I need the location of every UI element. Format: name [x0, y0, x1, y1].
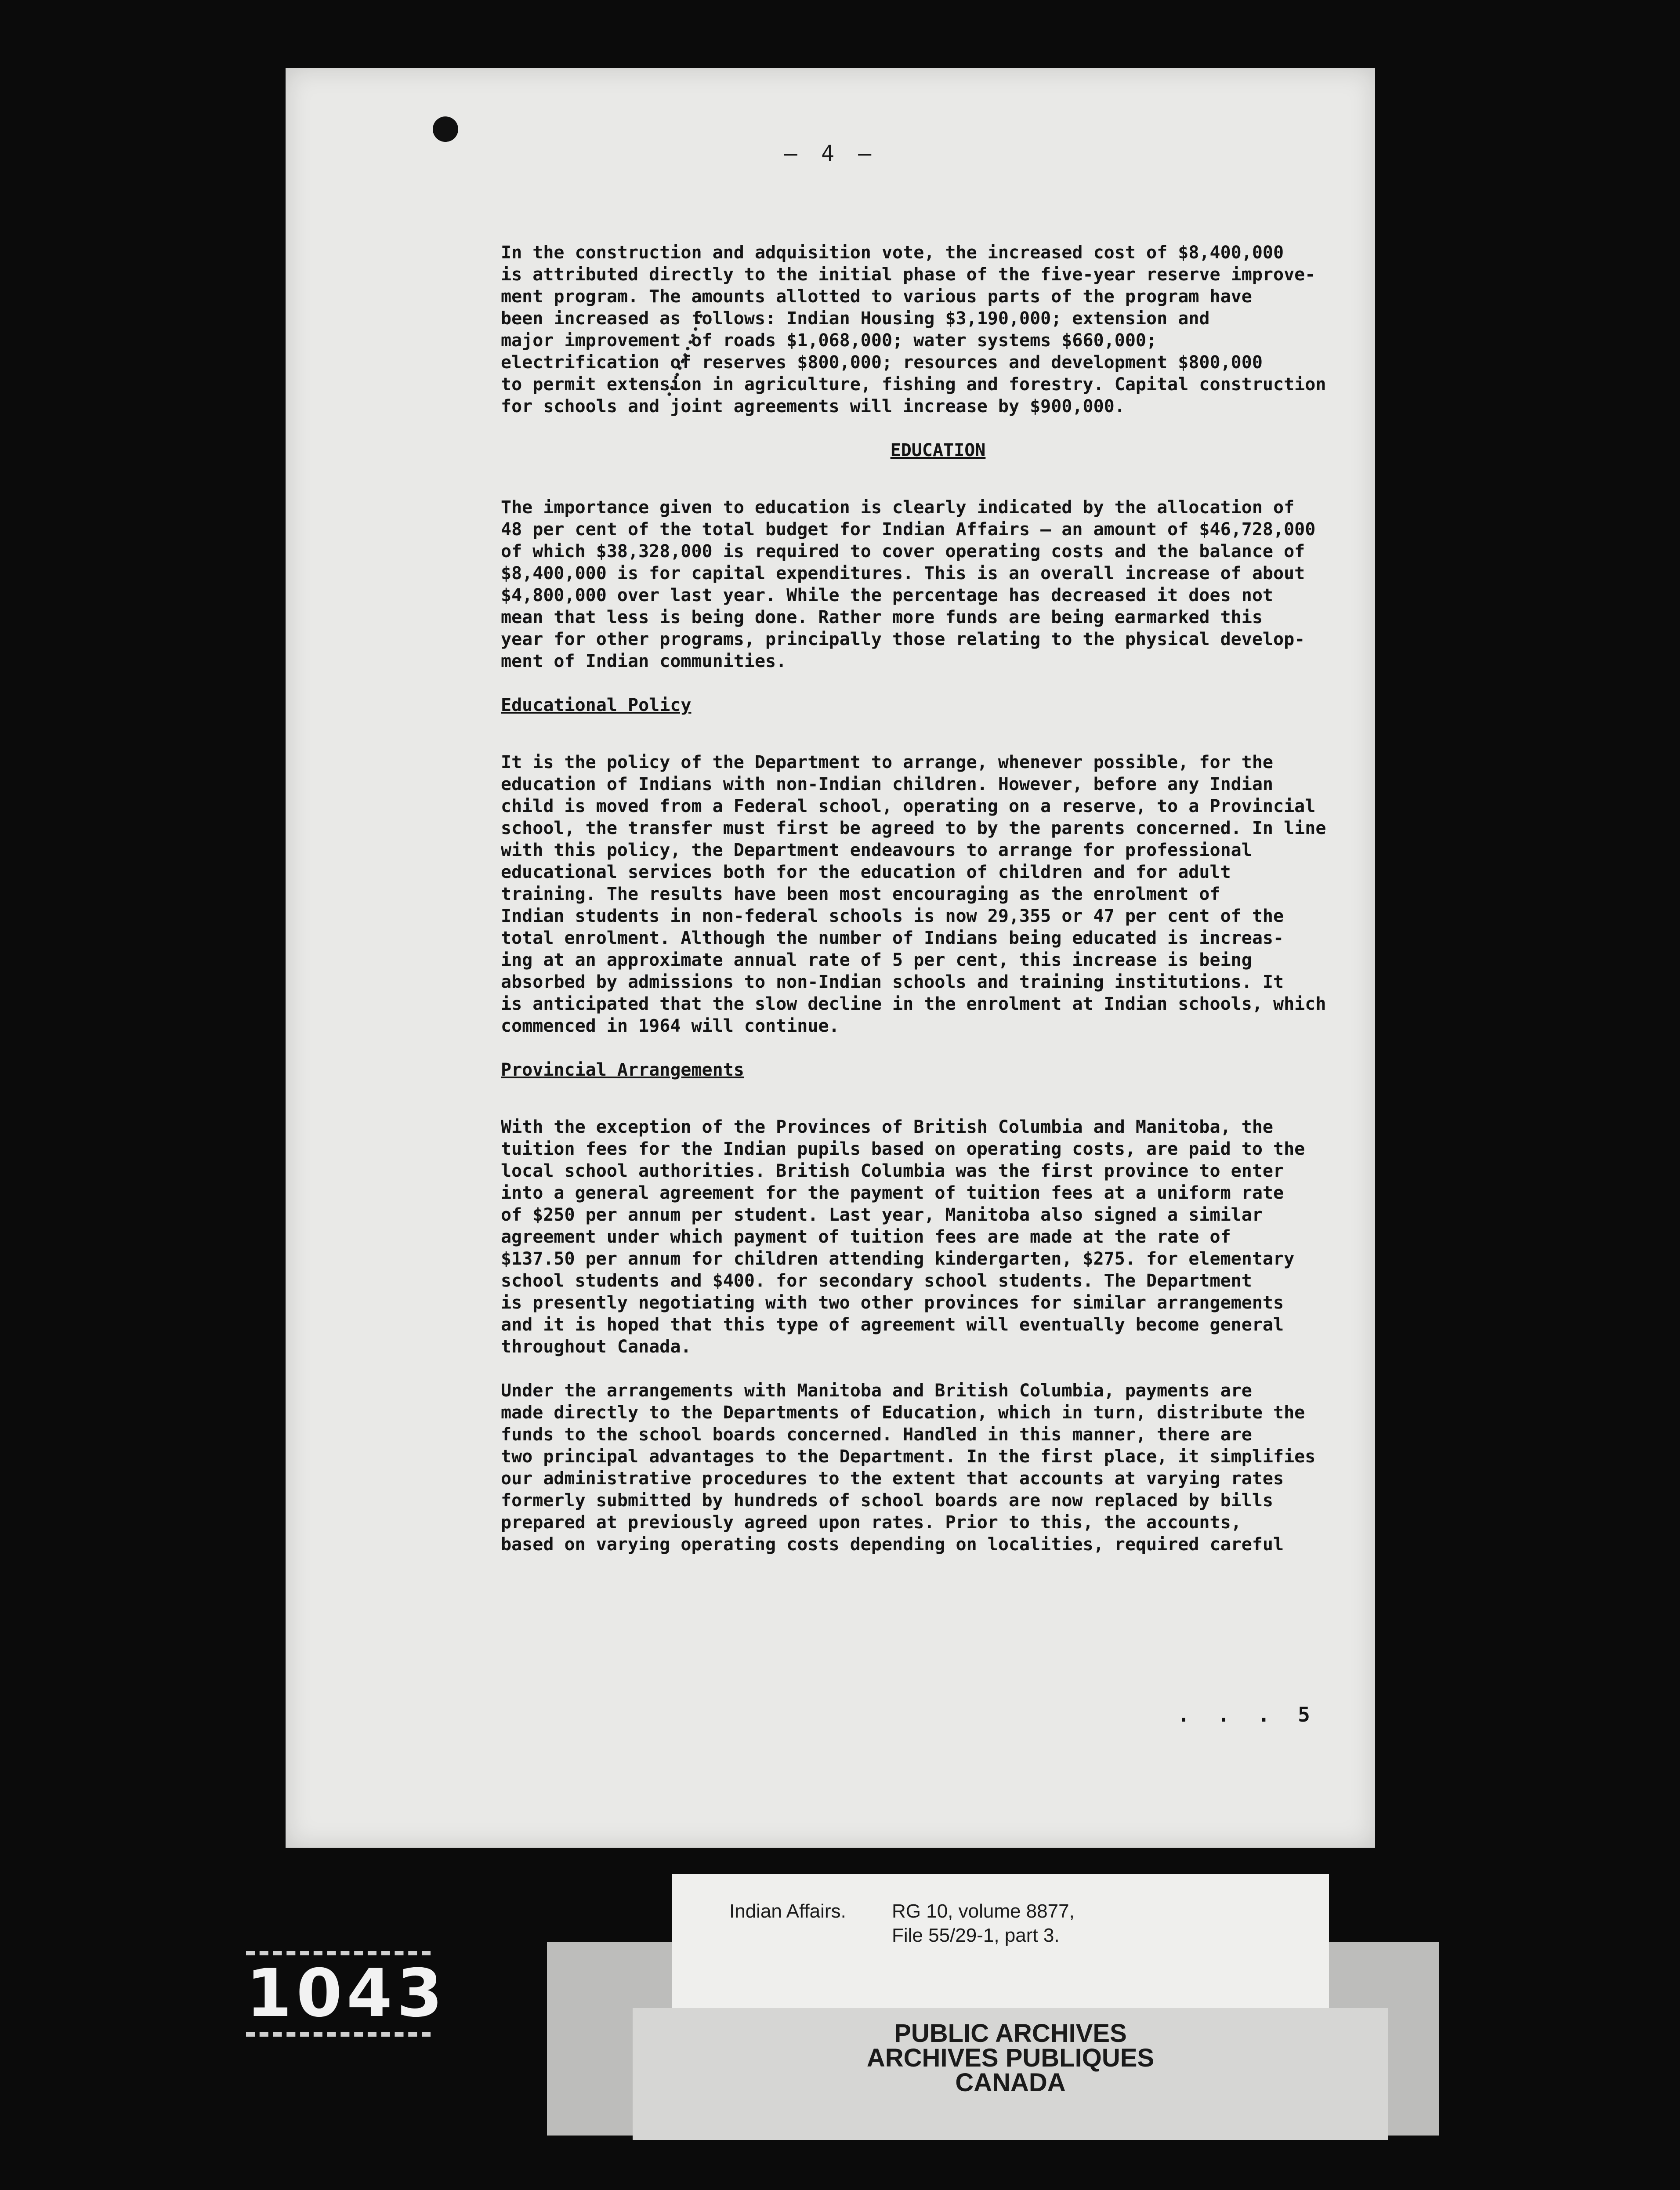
reference-card	[672, 1874, 1329, 2010]
continuation-marker: . . . 5	[1177, 1703, 1318, 1726]
paragraph-provincial-arrangements: With the exception of the Provinces of British Columbia and Manitoba, the tuition fees for the Indian pupils based on operating costs, are paid to the local school authorities. British Columbia was the first province to enter into a general agreement for the payment of tuition fees at a uniform rate of $250 per annum per student. Last year, Manitoba also signed a similar agreement under which payment of tuition fees are made at the rate of $137.50 per annum for children attending kindergarten, $275. for elementary school students and $400. for secondary school students. The Department is presently negotiating with two other provinces for similar arrangements and it is hoped that this type of agreement will eventually become general throughout Canada.	[501, 1117, 1305, 1357]
archive-stamp-band	[633, 2008, 1388, 2140]
paragraph-construction-vote: In the construction and adquisition vote, the increased cost of $8,400,000 is attributed directly to the initial phase of the five-year reserve improve- ment program. The amounts allotted to various parts of the program have been increased as follows: Indian Housing $3,190,000; extension and major improvement of roads $1,068,000; water systems $660,000; electrification of reserves $800,000; resources and development $800,000 to permit extension in agriculture, fishing and forestry. Capital construction for schools and joint agreements will increase by $900,000.	[501, 243, 1326, 417]
heading-provincial-arrangements: Provincial Arrangements	[501, 1060, 744, 1080]
document-page	[286, 68, 1375, 1848]
punch-hole	[433, 116, 458, 142]
reference-file: File 55/29-1, part 3.	[892, 1925, 1060, 1946]
heading-education: EDUCATION	[890, 440, 986, 460]
stamp-line-2: ARCHIVES PUBLIQUES	[866, 2044, 1155, 2072]
archive-stamp	[633, 2021, 1388, 2095]
reference-volume: RG 10, volume 8877,	[892, 1900, 1075, 1922]
paragraph-payment-arrangements: Under the arrangements with Manitoba and British Columbia, payments are made directly to the Departments of Education, which in turn, distribute the funds to the school boards concerned. Handled in this manner, there are two principal advantages to the Department. In the first place, it simplifies our administrative procedures to the extent that accounts at varying rates formerly submitted by hundreds of school boards are now replaced by bills prepared at previously agreed upon rates. Prior to this, the accounts, based on varying operating costs depending on localities, required careful	[501, 1381, 1316, 1555]
page-number: — 4 —	[784, 141, 877, 166]
stamp-line-1: PUBLIC ARCHIVES	[894, 2019, 1127, 2048]
paragraph-educational-policy: It is the policy of the Department to arrange, whenever possible, for the education of Indians with non-Indian children. However, before any Indian child is moved from a Federal school, operating on a reserve, to a Provincial school, the transfer must first be agreed to by the parents concerned. In line with this policy, the Department endeavours to arrange for professional educational services both for the education of children and for adult training. The results have been most encouraging as the enrolment of Indian students in non-federal schools is now 29,355 or 47 per cent of the total enrolment. Although the number of Indians being educated is increas- ing at an approximate annual rate of 5 per cent, this increase is being absorbed by admissions to non-Indian schools and training institutions. It is anticipated that the slow decline in the enrolment at Indian schools, which commenced in 1964 will continue.	[501, 752, 1326, 1036]
heading-educational-policy: Educational Policy	[501, 695, 692, 715]
paragraph-education-budget: The importance given to education is clearly indicated by the allocation of 48 per cent of the total budget for Indian Affairs — an amount of $46,728,000 of which $38,328,000 is required to cover operating costs and the balance of $8,400,000 is for capital expenditures. This is an overall increase of about $4,800,000 over last year. While the percentage has decreased it does not mean that less is being done. Rather more funds are being earmarked this year for other programs, principally those relating to the physical develop- ment of Indian communities.	[501, 497, 1316, 671]
stamp-line-3: CANADA	[955, 2068, 1066, 2097]
film-frame-number: 1043	[246, 1951, 431, 2037]
document-body	[501, 242, 1375, 1577]
reference-source: Indian Affairs.	[729, 1900, 846, 1922]
